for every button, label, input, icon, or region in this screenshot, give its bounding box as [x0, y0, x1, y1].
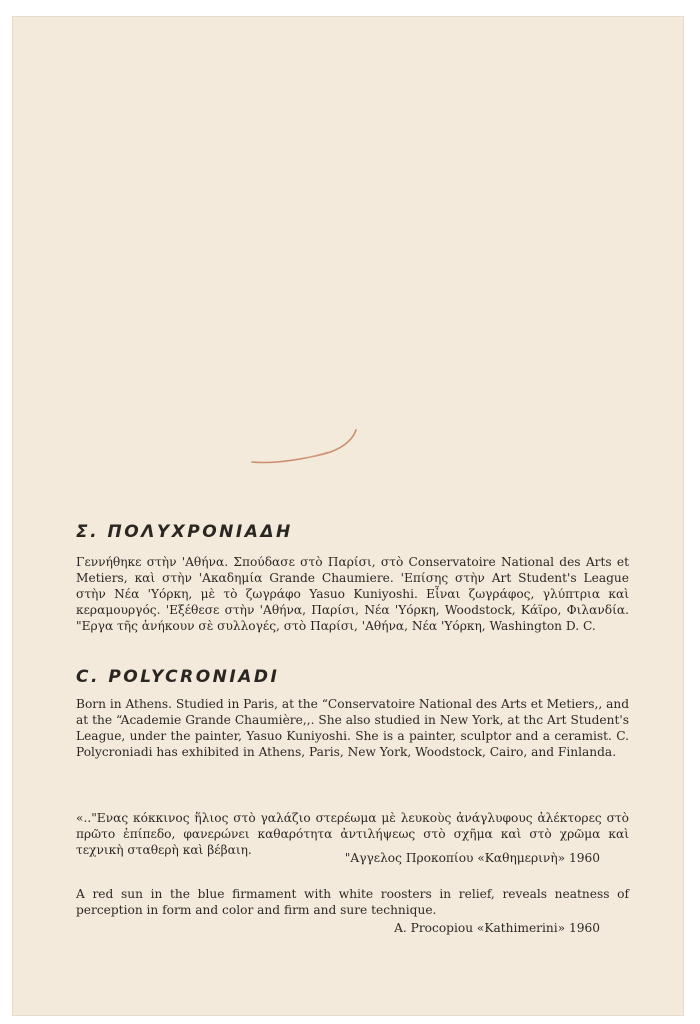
document-page	[12, 16, 684, 1016]
greek-review-attribution: "Αγγελος Προκοπίου «Καθημερινὴ» 1960	[344, 851, 600, 865]
english-biography: Born in Athens. Studied in Paris, at the “Conservatoire National des Arts et Metiers,, and at the “Academie Grande Chaumière,,. She also studied in New York, at thc Art Student's League, under the painter, Yasuo Kuniyoshi. She is a painter, sculptor and a ceramist. C. Polycroniadi has exhibited in Athens, Paris, New York, Woodstock, Cairo, and Finlanda.	[76, 697, 629, 759]
greek-artist-name: Σ. ΠΟΛΥΧΡΟΝΙΑΔΗ	[76, 522, 293, 542]
pencil-mark	[244, 424, 362, 470]
greek-review-quote: «.."Ενας κόκκινος ἥλιος στὸ γαλάζιο στερέωμα μὲ λευκοὺς ἀνάγλυφους ἀλέκτορες στὸ πρῶτο ἐπίπεδο, φανερώνει καθαρότητα ἀντιλήψεως στὸ σχῆμα καὶ στὸ χρῶμα καὶ τεχνικὴ σταθερὴ καὶ βέβαιη.	[76, 811, 629, 857]
greek-biography: Γεννήθηκε στὴν 'Αθήνα. Σπούδασε στὸ Παρίσι, στὸ Conservatoire National des Arts et Metiers, καὶ στὴν 'Ακαδημία Grande Chaumiere. 'Επίσης στὴν Art Student's League στὴν Νέα 'Υόρκη, μὲ τὸ ζωγράφο Yasuo Kuniyoshi. Εἶναι ζωγράφος, γλύπτρια καὶ κεραμουργός. 'Εξέθεσε στὴν 'Αθήνα, Παρίσι, Νέα 'Υόρκη, Woodstock, Κάϊρο, Φιλανδία. "Εργα τῆς ἀνήκουν σὲ συλλογές, στὸ Παρίσι, 'Αθήνα, Νέα 'Υόρκη, Washington D. C.	[76, 555, 629, 633]
english-review-attribution: A. Procopiou «Kathimerini» 1960	[394, 921, 600, 935]
english-artist-name: C. POLYCRONIADI	[76, 667, 280, 687]
english-review-quote: A red sun in the blue firmament with white roosters in relief, reveals neatness of perception in form and color and firm and sure technique.	[76, 887, 629, 917]
